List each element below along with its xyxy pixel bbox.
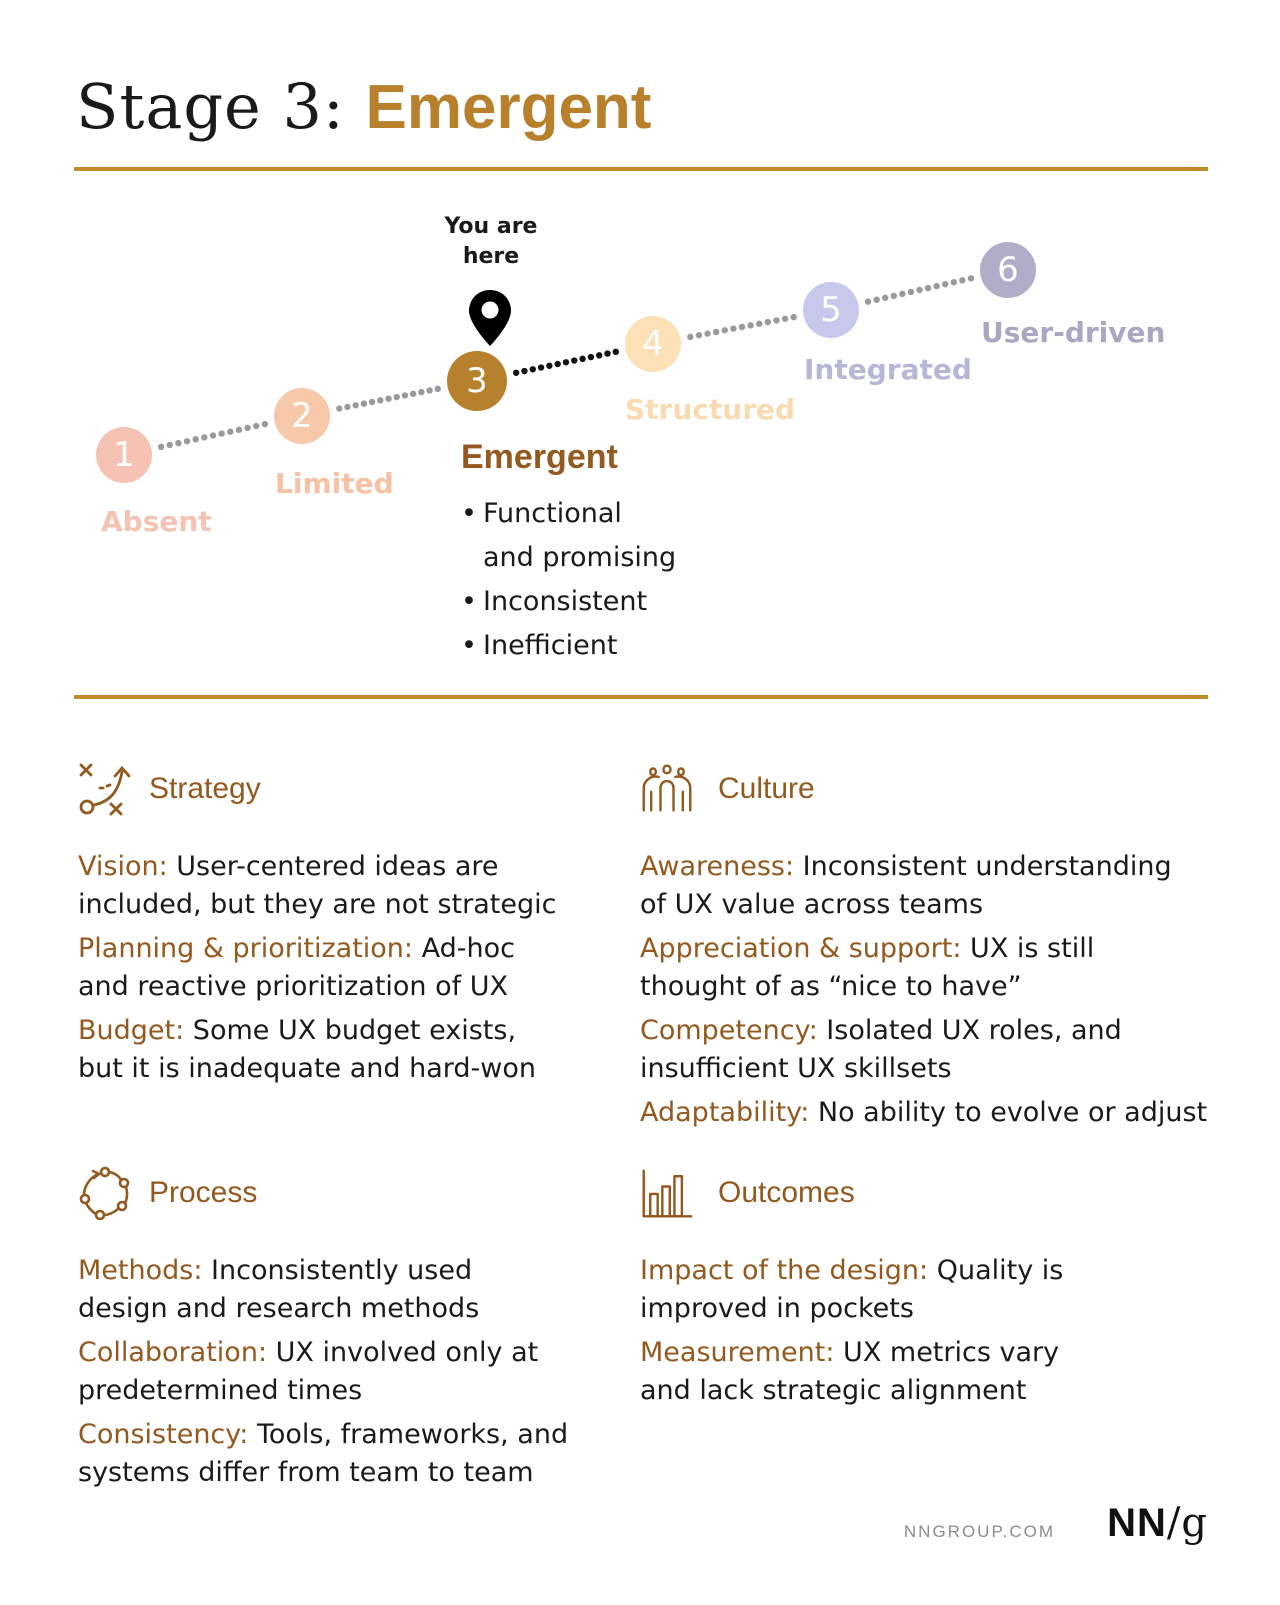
outcomes-item-measurement xyxy=(640,1334,1200,1410)
connector-dot xyxy=(765,319,771,325)
connector-dot xyxy=(588,354,594,360)
connector-dot xyxy=(352,402,358,408)
stage-4-circle: 4 xyxy=(625,316,681,372)
connector-dot xyxy=(790,314,796,320)
culture-section xyxy=(640,762,1240,1138)
outcomes-title: Outcomes xyxy=(718,1176,855,1209)
connector-dot xyxy=(538,364,544,370)
process-items xyxy=(78,1252,638,1492)
connector-dot xyxy=(554,361,560,367)
connector-dot xyxy=(513,370,519,376)
item-key: Appreciation & support: xyxy=(640,933,962,964)
item-key: Competency: xyxy=(640,1015,818,1046)
culture-title: Culture xyxy=(718,772,815,805)
connector-dot xyxy=(704,330,710,336)
connector-dot xyxy=(210,432,216,438)
strategy-title: Strategy xyxy=(149,772,261,805)
stage-1-circle: 1 xyxy=(96,427,152,483)
culture-items xyxy=(640,848,1240,1132)
connector-dot xyxy=(175,440,181,446)
connector-dot xyxy=(530,366,536,372)
connector-dot xyxy=(361,400,367,406)
stage-2-circle: 2 xyxy=(274,388,330,444)
culture-item-awareness xyxy=(640,848,1240,924)
connector-dot xyxy=(410,391,416,397)
connector-dot xyxy=(253,423,259,429)
connector-dot xyxy=(377,397,383,403)
strategy-item-vision xyxy=(78,848,638,924)
connector-dot xyxy=(882,295,888,301)
strategy-item-budget xyxy=(78,1012,638,1088)
connector-dot xyxy=(968,275,974,281)
strategy-play-icon xyxy=(78,762,132,816)
item-text: No ability to evolve or adjust xyxy=(809,1097,1208,1128)
connector-dot xyxy=(158,444,164,450)
connector-dot xyxy=(546,363,552,369)
connector-dot xyxy=(563,359,569,365)
connector-dot xyxy=(521,368,527,374)
connector-dot xyxy=(336,405,342,411)
process-item-methods xyxy=(78,1252,638,1328)
outcomes-items xyxy=(640,1252,1200,1410)
connector-dot xyxy=(959,277,965,283)
item-text: Quality is improved in pockets xyxy=(640,1255,1064,1324)
current-stage-bullets xyxy=(461,492,676,668)
connector-dot xyxy=(435,386,441,392)
item-key: Measurement: xyxy=(640,1337,835,1368)
connector-dot xyxy=(873,296,879,302)
connector-dot xyxy=(402,392,408,398)
item-text: Ad-hoc and reactive prioritization of UX xyxy=(78,933,515,1002)
culture-header xyxy=(640,762,1240,818)
connector-dot xyxy=(227,429,233,435)
item-text: UX is still thought of as “nice to have” xyxy=(640,933,1095,1002)
strategy-item-planning xyxy=(78,930,638,1006)
connector-dot xyxy=(899,291,905,297)
bullet-item: • Functional and promising xyxy=(461,492,676,580)
stage-4-label: Structured xyxy=(625,393,796,426)
connector-dot xyxy=(951,279,957,285)
middle-divider xyxy=(74,695,1208,699)
connector-dot xyxy=(916,287,922,293)
connector-dot xyxy=(613,349,619,355)
logo-g: g xyxy=(1181,1500,1208,1546)
you-are-here-line2: here xyxy=(462,244,520,269)
title-stage-name: Emergent xyxy=(365,73,652,142)
you-are-here-line1: You are xyxy=(444,214,538,239)
connector-dot xyxy=(394,394,400,400)
people-icon xyxy=(640,762,694,816)
connector-dot xyxy=(218,430,224,436)
process-section xyxy=(78,1166,638,1498)
connector-dot xyxy=(730,325,736,331)
item-key: Awareness: xyxy=(640,851,795,882)
nngroup-logo xyxy=(1107,1500,1208,1546)
connector-dot xyxy=(201,434,207,440)
item-key: Collaboration: xyxy=(78,1337,268,1368)
item-text: Inconsistently used design and research methods xyxy=(78,1255,480,1324)
connector-dot xyxy=(385,395,391,401)
item-key: Planning & prioritization: xyxy=(78,933,414,964)
connector-dot xyxy=(773,317,779,323)
you-are-here-label xyxy=(436,212,546,272)
connector-dot xyxy=(184,438,190,444)
item-text: UX involved only at predetermined times xyxy=(78,1337,539,1406)
item-key: Consistency: xyxy=(78,1419,249,1450)
stage-5-label: Integrated xyxy=(804,353,972,386)
stage-5-circle: 5 xyxy=(803,282,859,338)
item-key: Impact of the design: xyxy=(640,1255,929,1286)
title-prefix: Stage 3: xyxy=(76,70,366,143)
item-text: Some UX budget exists, but it is inadequate and hard-won xyxy=(78,1015,536,1084)
connector-dot xyxy=(687,334,693,340)
process-item-consistency xyxy=(78,1416,638,1492)
item-text: Inconsistent understanding of UX value across teams xyxy=(640,851,1172,920)
strategy-header xyxy=(78,762,638,818)
item-key: Methods: xyxy=(78,1255,203,1286)
connector-dot xyxy=(756,321,762,327)
connector-dot xyxy=(722,327,728,333)
connector-dot xyxy=(579,356,585,362)
connector-dot xyxy=(739,324,745,330)
connector-dot xyxy=(933,283,939,289)
connector-dot xyxy=(596,352,602,358)
culture-item-appreciation xyxy=(640,930,1240,1006)
bullet-item: • Inconsistent xyxy=(461,580,676,624)
stage-6-label: User-driven xyxy=(981,316,1166,349)
connector-dot xyxy=(604,350,610,356)
connector-dot xyxy=(193,436,199,442)
connector-dot xyxy=(236,427,242,433)
logo-slash: / xyxy=(1166,1500,1182,1546)
item-key: Vision: xyxy=(78,851,168,882)
stage-3-circle: 3 xyxy=(447,351,507,411)
connector-dot xyxy=(418,389,424,395)
logo-nn: NN xyxy=(1107,1501,1167,1545)
connector-dot xyxy=(167,442,173,448)
outcomes-section xyxy=(640,1166,1200,1416)
current-stage-label: Emergent xyxy=(461,438,618,476)
outcomes-header xyxy=(640,1166,1200,1222)
item-text: UX metrics vary and lack strategic alignment xyxy=(640,1337,1060,1406)
bullet-item: • Inefficient xyxy=(461,624,676,668)
connector-dot xyxy=(865,298,871,304)
process-header xyxy=(78,1166,638,1222)
map-pin-icon xyxy=(466,288,514,348)
connector-dot xyxy=(262,421,268,427)
culture-item-competency xyxy=(640,1012,1240,1088)
process-item-collaboration xyxy=(78,1334,638,1410)
outcomes-item-impact xyxy=(640,1252,1200,1328)
connector-dot xyxy=(908,289,914,295)
stage-6-circle: 6 xyxy=(980,242,1036,298)
connector-dot xyxy=(696,332,702,338)
strategy-items xyxy=(78,848,638,1088)
footer-url: NNGROUP.COM xyxy=(903,1522,1055,1541)
connector-dot xyxy=(942,281,948,287)
connector-dot xyxy=(713,329,719,335)
process-title: Process xyxy=(149,1176,258,1209)
connector-dot xyxy=(782,316,788,322)
stage-1-label: Absent xyxy=(101,505,212,538)
connector-dot xyxy=(344,404,350,410)
item-text: User-centered ideas are included, but they are not strategic xyxy=(78,851,557,920)
bar-chart-icon xyxy=(640,1166,694,1220)
connector-dot xyxy=(571,357,577,363)
connector-dot xyxy=(426,387,432,393)
item-key: Budget: xyxy=(78,1015,185,1046)
stage-2-label: Limited xyxy=(275,467,394,500)
item-key: Adaptability: xyxy=(640,1097,810,1128)
item-text: Isolated UX roles, and insufficient UX skillsets xyxy=(640,1015,1122,1084)
connector-dot xyxy=(747,322,753,328)
connector-dot xyxy=(891,293,897,299)
connector-dot xyxy=(244,425,250,431)
culture-item-adaptability xyxy=(640,1094,1240,1132)
connector-dot xyxy=(369,399,375,405)
item-text: Tools, frameworks, and systems differ from team to team xyxy=(78,1419,569,1488)
strategy-section xyxy=(78,762,638,1094)
process-cycle-icon xyxy=(78,1166,132,1220)
connector-dot xyxy=(925,285,931,291)
